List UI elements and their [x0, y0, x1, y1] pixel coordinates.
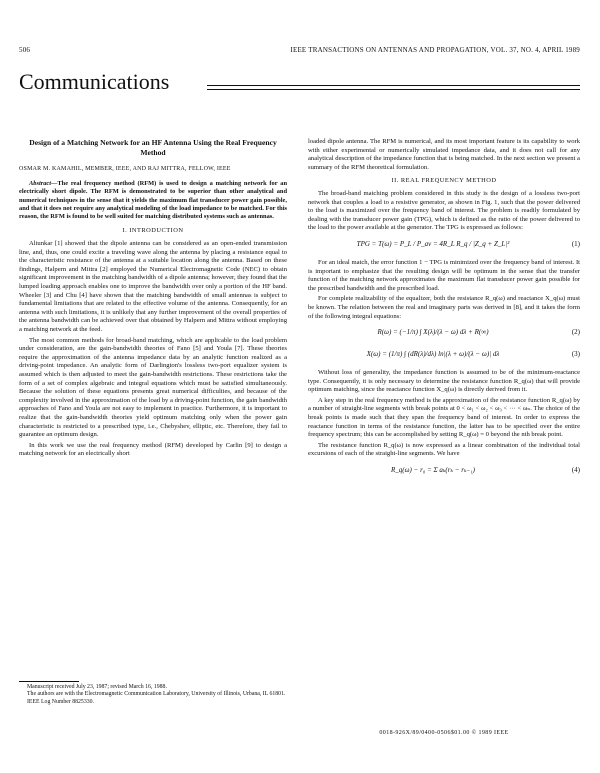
intro-paragraph: In this work we use the real frequency method (RFM) developed by Carlin [9] to design a matching network for an electrically short — [19, 441, 287, 458]
copyright-line: 0018-926X/89/0400-0506$01.00 © 1989 IEEE — [379, 730, 509, 736]
equation-4 — [308, 463, 580, 481]
rfm-paragraph: The resistance function R_q(ω) is now expressed as a linear combination of the individual total excursions of each of the straight-line segments. We have — [308, 441, 580, 458]
right-column — [308, 138, 580, 485]
left-column — [19, 138, 287, 461]
intro-paragraph: Altunkar [1] showed that the dipole antenna can be considered as an open-ended transmission line, and, thus, one could excite a traveling wave along the antenna by placing a resistance equal to the characteristic resistance of the antenna at a suitable location along the antenna. Based on these findings, Halpern and Mittra [2] employed the Numerical Electromagnetic Code (NEC) to obtain significant improvement in the matching bandwidth of a dipole antenna; however, they found that the lumped loading approach enables one to improve the bandwidth over only a portion of the HF band. Wheeler [3] and Chu [4] have shown that the matching bandwidth of small antennas is subject to fundamental limitations that are related to the effective volume of the antenna. Consequently, for an antenna with such limitations, it is unlikely that any further improvement of the overall properties of the antenna bandwidth can be achieved over that obtained by Halpern and Mittra without employing a matching network at the feed. — [19, 240, 287, 334]
equation-2-number: (2) — [571, 328, 580, 337]
section-heading-title: Communications — [19, 69, 170, 94]
equation-4-number: (4) — [571, 466, 580, 475]
equation-2-body: R(ω) = (−1/π) ∫ X(λ)/(λ − ω) dλ + R(∞) — [377, 328, 489, 337]
rfm-paragraph: The broad-band matching problem considered in this study is the design of a lossless two-port network that couples a load to a resistive generator, as shown in Fig. 1, such that the power delivered to the load is maximized over the frequency band of interest. The problem is readily formulated by dealing with the transducer power gain (TPG), which is defined as the ratio of the power delivered to the load to the power available at the generator. The TPG is expressed as follows: — [308, 189, 580, 232]
rfm-paragraph: For an ideal match, the error function 1 − TPG is minimized over the frequency band of interest. It is important to emphasize that the resulting design will be optimum in the sense that the transfer function of the matching network approximates the maximum flat transducer power gain possible for the prescribed bandwidth and the prescribed load. — [308, 258, 580, 292]
intro-paragraph: The most common methods for broad-band matching, which are applicable to the load problem under consideration, are the gain-bandwidth theories of Fano [5] and Youla [7]. These theories require the approximation of the antenna impedance data by an analytic function realized as a driving-point impedance. An analytic form of Darlington's lossless two-port equalizer system is assumed which is then adjusted to meet the gain-bandwidth restrictions. These restrictions take the form of a set of complex algebraic and integral equations which must be satisfied simultaneously. Because the solution of these equations presents great numerical difficulties, and because of the complexity involved in the approximation of the load by a driving-point function, the gain bandwidth approaches of Fano and Youla are not easy to implement in practice. Furthermore, it is important to realize that the gain-bandwidth theories yield optimum matching only when the power gain characteristic is restricted to a prescribed type, i.e., Chebyshev, elliptic, etc. Therefore, they fail to guarantee an optimum design. — [19, 336, 287, 439]
heading-rule-bottom — [207, 89, 580, 90]
footnote — [19, 684, 287, 706]
journal-citation: IEEE TRANSACTIONS ON ANTENNAS AND PROPAGATION, VOL. 37, NO. 4, APRIL 1989 — [290, 46, 580, 54]
equation-4-body: R_q(ω) − r₀ = Σ aₖ(rₖ − rₖ₋₁) — [390, 466, 476, 475]
paper-authors: OSMAR M. KAMAHIL, MEMBER, IEEE, AND RAJ MITTRA, FELLOW, IEEE — [19, 166, 231, 172]
right-intro-paragraph: loaded dipole antenna. The RFM is numerical, and its most important feature is its capability to work with either experimental or numerically simulated impedance data, and it does not call for any analytical description of the impedance function that is being matched. In the next section we present a summary of the RFM theoretical formulation. — [308, 138, 580, 171]
equation-3-number: (3) — [571, 350, 580, 359]
rfm-section-title: II. REAL FREQUENCY METHOD — [391, 177, 497, 185]
rfm-paragraph: A key step in the real frequency method is the approximation of the resistance function R_q(ω) by a number of straight-line segments with break points at 0 < ω₁ < ω₂ < ω₃ < ··· < ωₙ. The choice of the break points is made such that they span the frequency band of interest. In order to express the reactance function in terms of the resistance function, the latter has to be specified over the entire frequency spectrum; this can be accomplished by setting R_q(ω) = 0 beyond the nth break point. — [308, 396, 580, 439]
equation-3 — [308, 347, 580, 365]
equation-3-body: X(ω) = (1/π) ∫ (dR(λ)/dλ) ln|(λ + ω)/(λ − ω)| dλ — [366, 350, 500, 359]
running-head — [19, 46, 580, 58]
footnote-affiliation: The authors are with the Electromagnetic Communication Laboratory, University of Illinois, Urbana, IL 61801. — [27, 691, 286, 698]
abstract-lead: Abstract— — [29, 180, 58, 187]
equation-1-body: TPG = T(ω) = P_L / P_av = 4R_L R_q / |Z_q + Z_L|² — [356, 239, 510, 248]
abstract-text: The real frequency method (RFM) is used to design a matching network for an electrically short dipole. The RFM is demonstrated to be superior than other analytical and numerical techniques in the sense that it yields the maximum flat transducer power gain possible, and that it does not require any analytical modeling of the load impedance to be matched. For this reason, the RFM is found to be well suited for matching distributed systems such as antennas. — [19, 180, 287, 221]
paper-title: Design of a Matching Network for an HF Antenna Using the Real Frequency Method — [29, 138, 277, 157]
rfm-paragraph: Without loss of generality, the impedance function is assumed to be of the minimum-reactance type. Consequently, it is only necessary to determine the resistance function R_q(ω) that will provide optimum matching, since the reactance function X_q(ω) is directly derived from it. — [308, 369, 580, 394]
footnote-received: Manuscript received July 23, 1987; revised March 16, 1988. — [27, 684, 167, 690]
equation-1 — [308, 237, 580, 255]
footnote-rule — [19, 681, 79, 682]
rfm-paragraph: For complete realizability of the equalizer, both the resistance R_q(ω) and reactance X_q(ω) must be known. The relation between the real and imaginary parts was derived in [8], and it takes the form of the following integral equations: — [308, 295, 580, 320]
intro-section-title: I. INTRODUCTION — [122, 227, 184, 235]
equation-1-number: (1) — [571, 239, 580, 248]
equation-2 — [308, 325, 580, 343]
page-number: 506 — [19, 46, 31, 54]
footnote-log: IEEE Log Number 8825330. — [27, 698, 94, 705]
heading-rule-top — [207, 85, 580, 86]
abstract — [19, 180, 287, 221]
section-heading — [19, 70, 580, 96]
